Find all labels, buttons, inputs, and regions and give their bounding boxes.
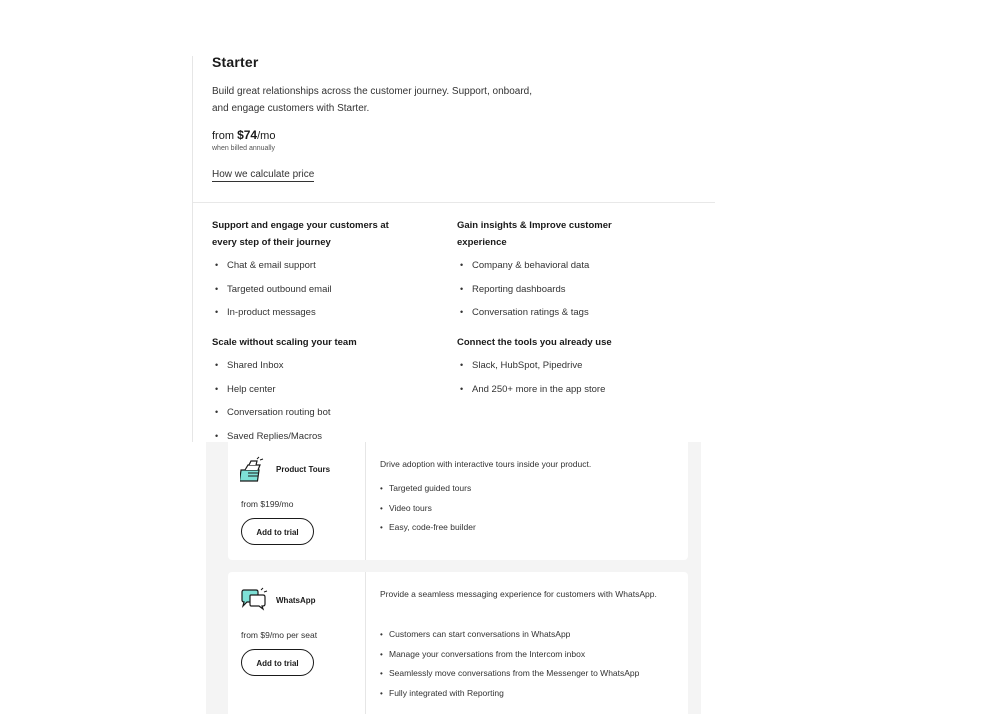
- plan-price: [212, 128, 275, 142]
- addon-price: from $199/mo: [241, 499, 294, 509]
- feature-heading: Connect the tools you already use: [457, 337, 612, 348]
- plan-divider: [193, 202, 715, 203]
- feature-heading: Gain insights & Improve customer experience: [457, 220, 612, 248]
- addon-separator: [365, 442, 366, 560]
- add-to-trial-button[interactable]: Add to trial: [241, 518, 314, 545]
- feature-item: • Slack, HubSpot, Pipedrive: [457, 354, 657, 378]
- addon-separator: [365, 572, 366, 714]
- price-amount: $74: [237, 128, 258, 142]
- price-suffix: /mo: [257, 130, 276, 142]
- billing-note: when billed annually: [212, 145, 276, 152]
- feature-heading: Support and engage your customers at every step of their journey: [212, 220, 389, 248]
- feature-item: • In-product messages: [212, 301, 412, 325]
- addon-description: Drive adoption with interactive tours inside your product.: [380, 459, 592, 469]
- whatsapp-chat-icon: [240, 587, 268, 616]
- feature-item: • Saved Replies/Macros: [212, 425, 412, 449]
- feature-item: • Targeted outbound email: [212, 278, 412, 302]
- starter-plan-card: [192, 56, 715, 442]
- addon-description: Provide a seamless messaging experience for customers with WhatsApp.: [380, 589, 657, 599]
- addon-price: from $9/mo per seat: [241, 630, 318, 640]
- addon-feature-item: • Video tours: [380, 499, 476, 519]
- feature-item: • And 250+ more in the app store: [457, 378, 657, 402]
- addon-feature-item: • Seamlessly move conversations from the Messenger to WhatsApp: [380, 664, 639, 684]
- price-prefix: from: [212, 130, 238, 142]
- feature-item: • Reporting dashboards: [457, 278, 637, 302]
- addon-feature-item: • Customers can start conversations in WhatsApp: [380, 625, 639, 645]
- addon-feature-item: • Easy, code-free builder: [380, 518, 476, 538]
- addon-feature-item: • Targeted guided tours: [380, 479, 476, 499]
- addon-feature-list: [380, 625, 639, 703]
- addon-feature-list: [380, 479, 476, 538]
- addon-card-product-tours: [228, 442, 688, 560]
- add-to-trial-button[interactable]: Add to trial: [241, 649, 314, 676]
- addon-feature-item: • Fully integrated with Reporting: [380, 684, 639, 704]
- feature-item: • Chat & email support: [212, 254, 412, 278]
- addon-name: Product Tours: [276, 465, 331, 474]
- feature-group-support: [212, 217, 412, 325]
- feature-item: • Help center: [212, 378, 412, 402]
- feature-group-insights: [457, 217, 637, 325]
- feature-item: • Shared Inbox: [212, 354, 412, 378]
- calculate-price-link[interactable]: How we calculate price: [212, 169, 315, 180]
- feature-group-scale: [212, 334, 412, 449]
- product-tours-icon: [240, 456, 266, 489]
- addon-card-whatsapp: [228, 572, 688, 714]
- feature-item: • Company & behavioral data: [457, 254, 637, 278]
- addon-name: WhatsApp: [276, 596, 316, 605]
- feature-group-integrations: [457, 334, 657, 401]
- addon-feature-item: • Manage your conversations from the Intercom inbox: [380, 645, 639, 665]
- feature-item: • Conversation routing bot: [212, 401, 412, 425]
- plan-description: Build great relationships across the customer journey. Support, onboard, and engage customers with Starter.: [212, 86, 532, 114]
- feature-item: • Conversation ratings & tags: [457, 301, 637, 325]
- feature-heading: Scale without scaling your team: [212, 337, 357, 348]
- plan-title: Starter: [212, 54, 259, 70]
